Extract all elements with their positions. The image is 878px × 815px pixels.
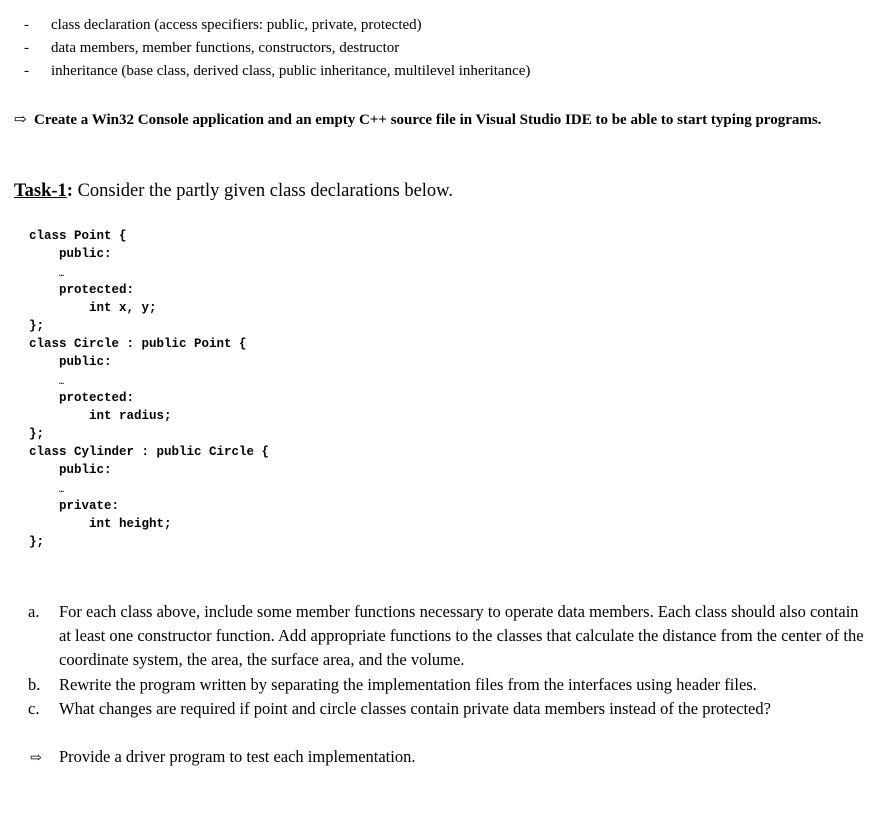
code-line: private: (59, 499, 120, 513)
question-text: What changes are required if point and circle classes contain private data members instead of the protected? (59, 699, 771, 718)
code-line: class Circle : public Point { (29, 337, 247, 351)
task-label: Task-1 (14, 181, 67, 201)
driver-line (30, 745, 415, 771)
task-text: Consider the partly given class declarations below. (72, 181, 453, 201)
code-line: public: (59, 355, 112, 369)
right-arrow-outline-icon: ⇨ (30, 751, 42, 766)
bullet-text: class declaration (access specifiers: public, private, protected) (51, 17, 422, 33)
instruction-text: Create a Win32 Console application and an empty C++ source file in Visual Studio IDE to be able to start typing programs. (34, 112, 822, 128)
question-marker: a. (28, 602, 40, 621)
code-line: }; (29, 319, 45, 333)
question-marker: c. (28, 699, 40, 718)
code-line: int x, y; (89, 301, 157, 315)
code-line: int radius; (89, 409, 172, 423)
code-line: public: (59, 247, 112, 261)
code-line: }; (29, 535, 45, 549)
bullet-dash: - (24, 40, 29, 56)
task-heading (14, 180, 453, 202)
bullet-text: inheritance (base class, derived class, public inheritance, multilevel inheritance) (51, 63, 531, 79)
bullet-dash: - (24, 17, 29, 33)
code-ellipsis: … (59, 486, 63, 495)
code-line: protected: (59, 283, 135, 297)
question-text: For each class above, include some member functions necessary to operate data members. Each class should also contain at least one constructor function. Add appropriate functions to the classes that calculate the distance from the center of the coordinate system, the area, the surface area, and the volume. (59, 602, 864, 669)
code-line: class Cylinder : public Circle { (29, 445, 270, 459)
instruction-line (14, 110, 821, 130)
code-line: class Point { (29, 229, 127, 243)
question-text: Rewrite the program written by separating the implementation files from the interfaces using header files. (59, 675, 757, 694)
driver-text: Provide a driver program to test each implementation. (59, 747, 416, 766)
bullet-dash: - (24, 63, 29, 79)
code-line: protected: (59, 391, 135, 405)
code-ellipsis: … (59, 378, 63, 387)
code-line: }; (29, 427, 45, 441)
code-line: public: (59, 463, 112, 477)
right-arrow-icon: ⇨ (14, 112, 27, 128)
code-ellipsis: … (59, 270, 63, 279)
question-marker: b. (28, 675, 41, 694)
code-line: int height; (89, 517, 172, 531)
bullet-text: data members, member functions, constructors, destructor (51, 40, 400, 56)
task-colon: : (66, 181, 73, 201)
